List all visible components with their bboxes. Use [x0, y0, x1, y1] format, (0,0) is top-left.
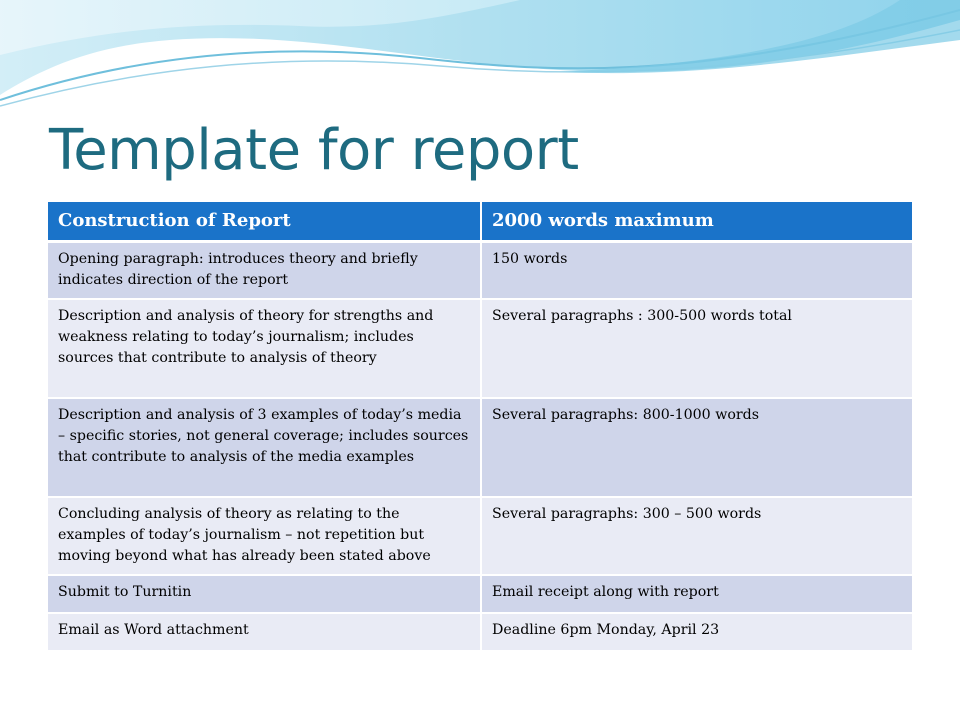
table-row [48, 398, 912, 497]
table-row [48, 241, 912, 299]
row-words: Email receipt along with report [481, 575, 912, 613]
table-header-row [48, 202, 912, 241]
row-section: Submit to Turnitin [48, 575, 481, 613]
header-construction: Construction of Report [48, 202, 481, 241]
row-words: Several paragraphs : 300-500 words total [481, 299, 912, 398]
row-words: Several paragraphs: 800-1000 words [481, 398, 912, 497]
row-section: Description and analysis of 3 examples of today’s media – specific stories, not general coverage; includes sources that contribute to analysis of the media examples [48, 398, 481, 497]
header-word-limit: 2000 words maximum [481, 202, 912, 241]
row-words: 150 words [481, 241, 912, 299]
decorative-wave-banner [0, 0, 960, 120]
row-section: Email as Word attachment [48, 613, 481, 651]
table-row [48, 497, 912, 575]
row-section: Concluding analysis of theory as relating to the examples of today’s journalism – not repetition but moving beyond what has already been stated above [48, 497, 481, 575]
table-row [48, 299, 912, 398]
row-words: Several paragraphs: 300 – 500 words [481, 497, 912, 575]
row-words: Deadline 6pm Monday, April 23 [481, 613, 912, 651]
report-template-table [48, 202, 912, 652]
page-title: Template for report [49, 118, 579, 183]
row-section: Description and analysis of theory for strengths and weakness relating to today’s journalism; includes sources that contribute to analysis of theory [48, 299, 481, 398]
table-row [48, 575, 912, 613]
table-row [48, 613, 912, 651]
row-section: Opening paragraph: introduces theory and briefly indicates direction of the report [48, 241, 481, 299]
